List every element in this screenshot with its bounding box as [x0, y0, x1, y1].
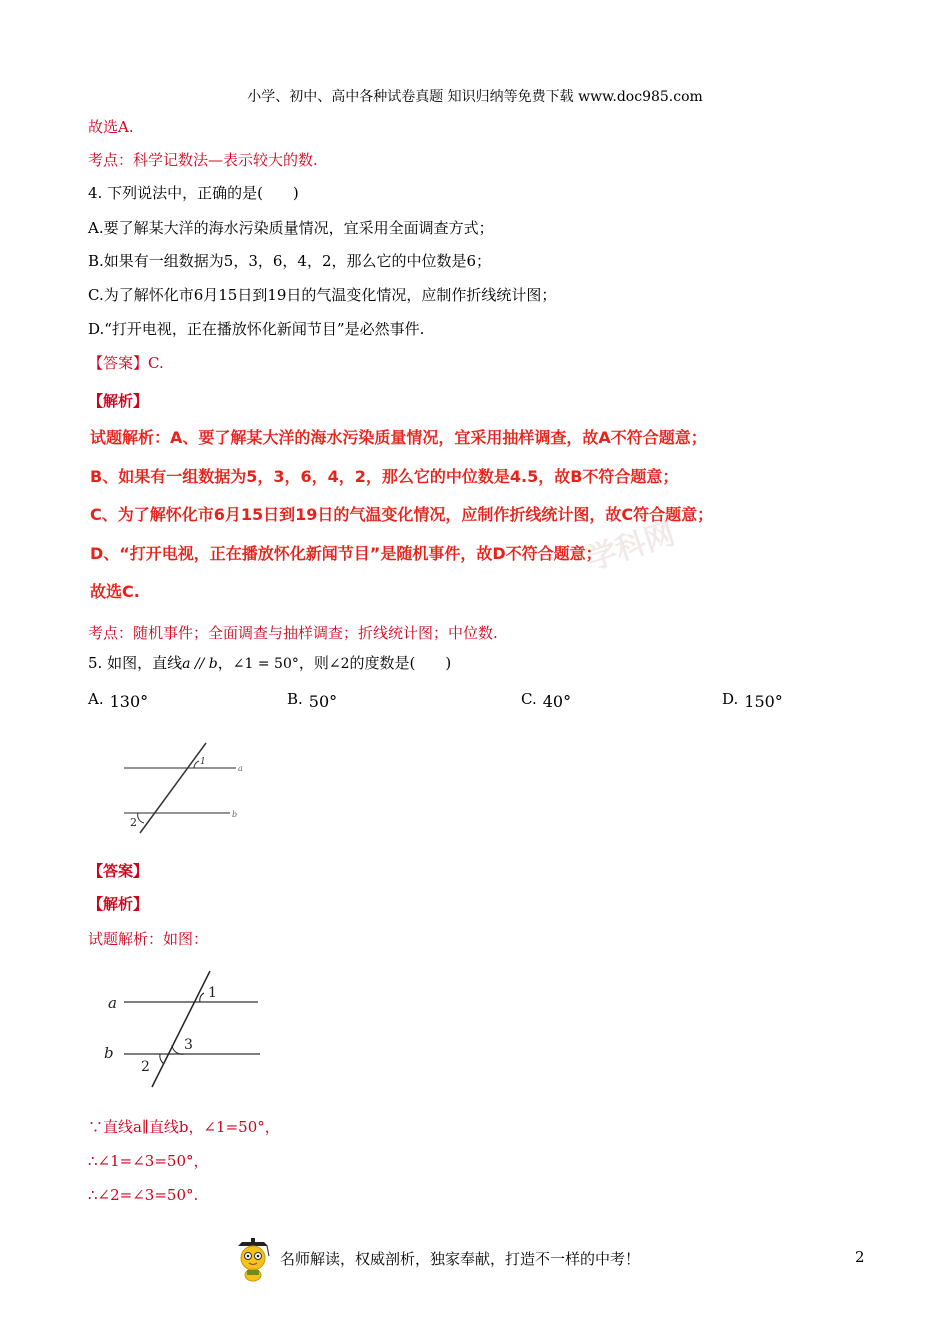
q5-option-b-letter: B.: [287, 690, 303, 708]
q5-question-figure: [118, 738, 248, 838]
previous-choice: 故选A.: [88, 118, 134, 136]
q5-option-b: [287, 688, 337, 710]
q5-stem-mid: ，则: [298, 654, 329, 672]
fig1-label-b: b: [232, 810, 238, 819]
fig2-label-2: 2: [141, 1059, 150, 1075]
q5-step-3: ∴∠2=∠3=50°.: [88, 1186, 199, 1204]
q5-option-d-value: 150°: [744, 692, 783, 711]
q4-solution-line-2: B、如果有一组数据为5，3，6，4，2，那么它的中位数是4.5，故B不符合题意；: [90, 467, 679, 486]
solution-transversal: [152, 971, 210, 1087]
mascot-icon: [234, 1236, 272, 1282]
q5-option-c-value: 40°: [542, 692, 572, 711]
q5-option-a-letter: A.: [88, 690, 104, 708]
fig2-label-a: a: [108, 994, 117, 1012]
q5-option-d-letter: D.: [722, 690, 739, 708]
previous-kaodian: 考点：科学记数法—表示较大的数.: [88, 151, 318, 169]
watermark: [461, 470, 818, 680]
q4-answer: 【答案】C.: [88, 354, 164, 372]
watermark-text: 学科网: [582, 516, 680, 578]
page-number: 2: [855, 1248, 865, 1266]
q5-option-a: [88, 688, 148, 710]
q5-option-c-letter: C.: [521, 690, 537, 708]
q5-analysis-label: 【解析】: [88, 895, 149, 913]
page-footer: [0, 1244, 950, 1284]
q5-stem: [88, 652, 451, 675]
q5-stem-math-parallel: a // b: [182, 656, 218, 672]
q5-answer: 【答案】: [88, 862, 149, 880]
q4-option-d: D.“打开电视，正在播放怀化新闻节目”是必然事件.: [88, 320, 425, 338]
q4-option-a: A.要了解某大洋的海水污染质量情况，宜采用全面调查方式；: [88, 219, 494, 237]
q5-option-d: [722, 688, 783, 710]
fig1-label-a: a: [238, 764, 243, 773]
q5-step-1: ∵直线a∥直线b，∠1=50°，: [88, 1118, 280, 1136]
q4-option-c: C.为了解怀化市6月15日到19日的气温变化情况，应制作折线统计图；: [88, 286, 557, 304]
q4-option-b: B.如果有一组数据为5，3，6，4，2，那么它的中位数是6；: [88, 252, 492, 270]
angle-2-arc: [138, 813, 144, 823]
q4-analysis-label: 【解析】: [88, 392, 149, 410]
q4-solution-line-5: 故选C.: [90, 582, 140, 601]
q4-stem: 4. 下列说法中，正确的是( ): [88, 184, 299, 202]
q5-stem-suffix: 的度数是( ): [349, 654, 452, 672]
fig1-label-2: 2: [130, 816, 137, 829]
q5-solution-figure: [100, 965, 270, 1095]
fig2-label-3: 3: [184, 1037, 193, 1053]
fig2-angle-3-arc: [172, 1045, 184, 1054]
fig2-label-b: b: [104, 1044, 114, 1062]
q4-solution-line-4: D、“打开电视，正在播放怀化新闻节目”是随机事件，故D不符合题意；: [90, 544, 602, 563]
q5-step-2: ∴∠1=∠3=50°，: [88, 1152, 209, 1170]
page-header: 小学、初中、高中各种试卷真题 知识归纳等免费下载 www.doc985.com: [247, 89, 703, 105]
fig2-angle-2-arc: [160, 1054, 164, 1064]
q5-stem-math-angle1: ∠1 = 50°: [232, 656, 299, 672]
fig2-angle-1-arc: [200, 993, 204, 1002]
q5-solution-intro: 试题解析：如图：: [88, 930, 209, 948]
q4-kaodian: 考点：随机事件；全面调查与抽样调查；折线统计图；中位数.: [88, 624, 498, 642]
fig1-label-1: 1: [200, 757, 206, 767]
q5-stem-sep: ，: [217, 654, 233, 672]
fig2-label-1: 1: [208, 985, 217, 1001]
q5-option-c: [521, 688, 571, 710]
q5-option-b-value: 50°: [308, 692, 338, 711]
q4-solution-line-1: 试题解析：A、要了解某大洋的海水污染质量情况，宜采用抽样调查，故A不符合题意；: [90, 428, 707, 447]
q4-solution-line-3: C、为了解怀化市6月15日到19日的气温变化情况，应制作折线统计图，故C符合题意；: [90, 505, 714, 524]
q5-option-a-value: 130°: [109, 692, 149, 711]
footer-slogan: 名师解读，权威剖析，独家奉献，打造不一样的中考！: [280, 1250, 641, 1268]
transversal-line: [140, 743, 206, 833]
angle-1-arc: [194, 761, 199, 768]
q5-stem-math-angle2: ∠2: [328, 656, 350, 672]
q5-stem-prefix: 5. 如图，直线: [88, 654, 183, 672]
